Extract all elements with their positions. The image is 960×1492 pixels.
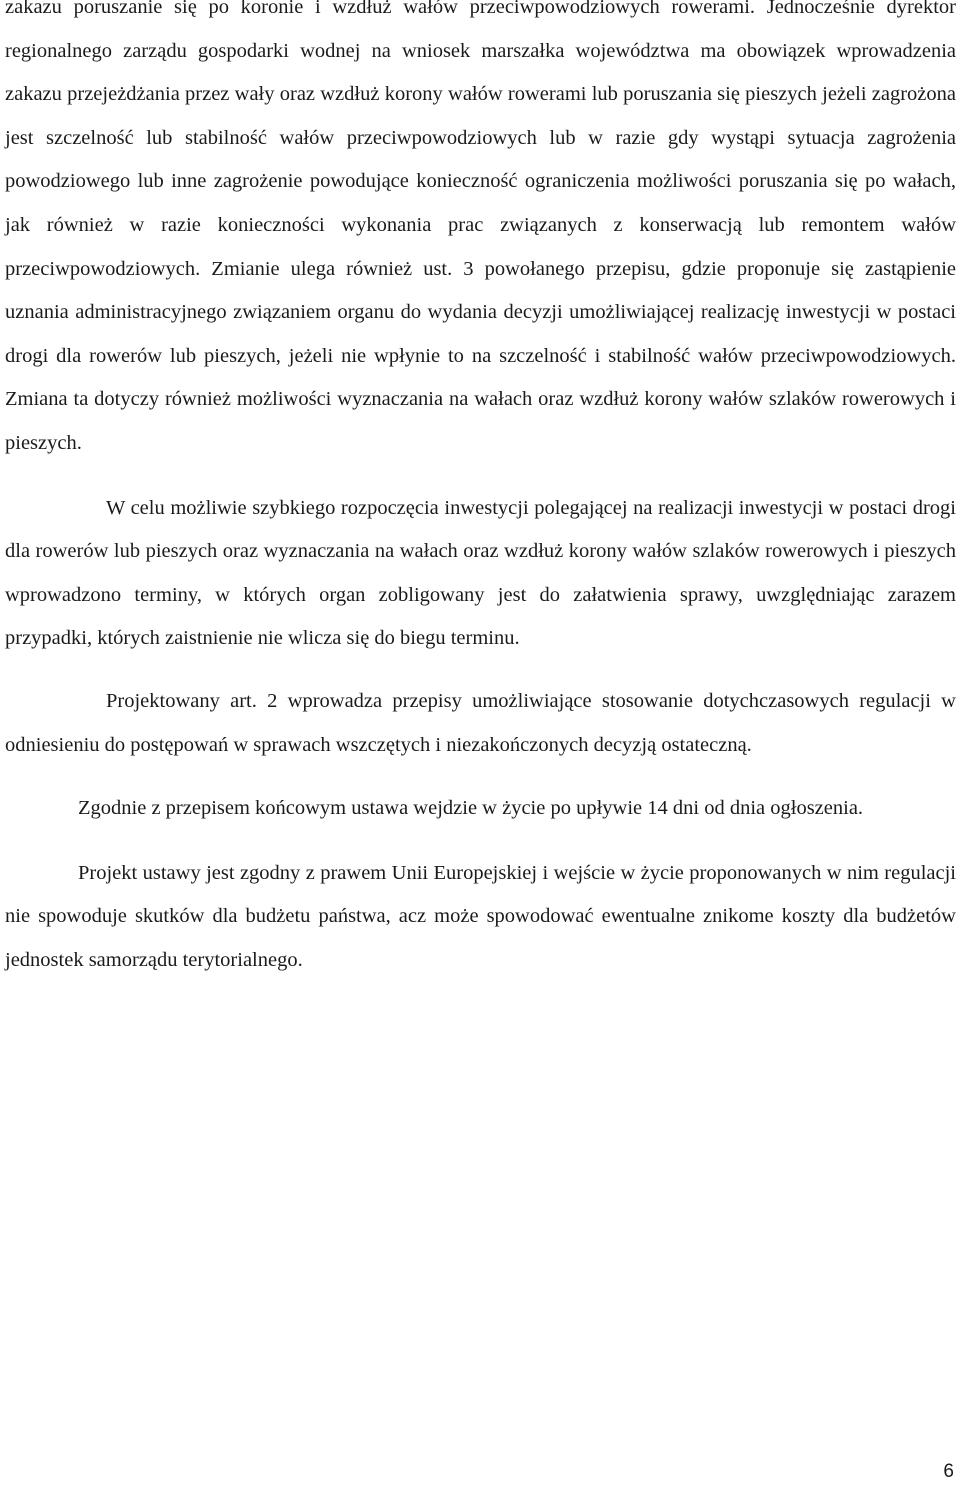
paragraph-article-2: Projektowany art. 2 wprowadza przepisy umożliwiające stosowanie dotychczasowych regulacji w odniesieniu do postępowań w sprawach wszczętych i niezakończonych decyzją ostateczną. xyxy=(5,689,956,756)
document-page xyxy=(5,0,956,982)
paragraph-entry-into-force: Zgodnie z przepisem końcowym ustawa wejdzie w życie po upływie 14 dni od dnia ogłoszenia. xyxy=(78,797,864,820)
page-number: 6 xyxy=(943,1461,954,1482)
paragraph-bicycle-ban-on-levees: zakazu poruszanie się po koronie i wzdłuż wałów przeciwpowodziowych rowerami. Jednocześnie dyrektor regionalnego zarządu gospodarki wodnej na wniosek marszałka województwa ma obowiązek wprowadzenia zakazu przejeżdżania przez wały oraz wzdłuż korony wałów rowerami lub poruszania się pieszych jeżeli zagrożona jest szczelność lub stabilność wałów przeciwpowodziowych lub w razie gdy wystąpi sytuacja zagrożenia powodziowego lub inne zagrożenie powodujące konieczność ograniczenia możliwości poruszania się po wałach, jak również w razie konieczności wykonania prac związanych z konserwacją lub remontem wałów przeciwpowodziowych. Zmianie ulega również ust. 3 powołanego przepisu, gdzie proponuje się zastąpienie uznania administracyjnego związaniem organu do wydania decyzji umożliwiającej realizację inwestycji w postaci drogi dla rowerów lub pieszych, jeżeli nie wpłynie to na szczelność i stabilność wałów przeciwpowodziowych. Zmiana ta dotyczy również możliwości wyznaczania na wałach oraz wzdłuż korony wałów szlaków rowerowych i pieszych. xyxy=(5,0,956,454)
paragraph-investment-deadlines: W celu możliwie szybkiego rozpoczęcia inwestycji polegającej na realizacji inwestycji w postaci drogi dla rowerów lub pieszych oraz wyznaczania na wałach oraz wzdłuż korony wałów szlaków rowerowych i pieszych wprowadzono terminy, w których organ zobligowany jest do załatwienia sprawy, uwzględniając zarazem przypadki, których zaistnienie nie wlicza się do biegu terminu. xyxy=(5,496,956,650)
paragraph-eu-compliance: Projekt ustawy jest zgodny z prawem Unii Europejskiej i wejście w życie proponowanych w nim regulacji nie spowoduje skutków dla budżetu państwa, acz może spowodować ewentualne znikome koszty dla budżetów jednostek samorządu terytorialnego. xyxy=(5,861,956,971)
